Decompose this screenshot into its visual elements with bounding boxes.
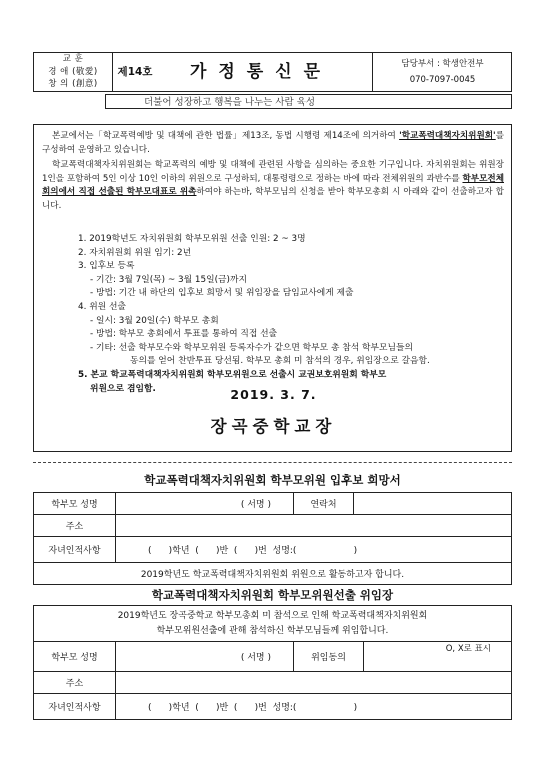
proxy-statement: 2019학년도 장곡중학교 학부모총회 미 참석으로 인해 학교폭력대책자치위원회 학부모위원선출에 관해 참석하신 학부모님들께 위임합니다. xyxy=(34,606,512,642)
election-details xyxy=(78,233,498,396)
proxy-form-title: 학교폭력대책자치위원회 학부모위원선출 위임장 xyxy=(151,588,394,602)
list-item: - 기타: 선출 학부모수와 학부모위원 등록자수가 같으면 학부모 총 참석 학부모님들의 xyxy=(90,342,414,353)
application-form-title: 학교폭력대책자치위원회 학부모위원 입후보 희망서 xyxy=(144,473,401,487)
signature-hint: ( 서명 ) xyxy=(240,500,271,510)
phone-label: 연락처 xyxy=(294,493,354,515)
list-item: 1. 2019학년도 자치위원회 학부모위원 선출 인원: 2 ~ 3명 xyxy=(78,234,306,244)
child-info-label: 자녀인적사항 xyxy=(34,537,116,563)
parent-name-label: 학부모 성명 xyxy=(34,493,116,515)
committee-paragraph: 학교폭력대책자치위원회는 학교폭력의 예방 및 대책에 관련된 사항을 심의하는 중요한 기구입니다. 자치위원회는 위원장 1인을 포함하여 5인 이상 10인 이하의 위원으로 구성하되, 대통령령으로 정하는 바에 따라 전체위원의 과반수를 학부모전체회의에서 직접 선출된 학부모대표로 위촉하여야 하는바, 학부모님의 신청을 받아 학부모총회 시 아래와 같이 선출하고자 합니다. xyxy=(42,160,504,211)
consent-field[interactable] xyxy=(364,642,512,672)
proxy-parent-name-label: 학부모 성명 xyxy=(34,642,116,672)
application-statement: 2019학년도 학교폭력대책자치위원회 위원으로 활동하고자 합니다. xyxy=(34,563,512,585)
department: 담당부서 : 학생안전부 xyxy=(401,59,484,69)
newsletter-header xyxy=(33,52,512,92)
school-motto xyxy=(34,53,113,91)
list-item: 2. 자치위원회 위원 임기: 2년 xyxy=(78,247,192,258)
ox-note: O, X로 표시 xyxy=(445,644,491,654)
consent-label: 위임동의 xyxy=(294,642,364,672)
intro-paragraph: 본교에서는「학교폭력예방 및 대책에 관한 법률」제13조, 동법 시행령 제14조에 의거하여 '학교폭력대책자치위원회'를 구성하여 운영하고 있습니다. xyxy=(42,131,504,155)
proxy-address-field[interactable] xyxy=(116,672,512,694)
proxy-child-info-field[interactable]: ( )학년 ( )반 ( )번 성명:( ) xyxy=(116,694,512,720)
list-item: 4. 위원 선출 xyxy=(78,301,126,312)
parent-name-field[interactable] xyxy=(116,493,294,515)
list-item: 위원으로 겸임함. xyxy=(90,383,156,394)
address-field[interactable] xyxy=(116,515,512,537)
list-item: 5. 본교 학교폭력대책자치위원회 학부모위원으로 선출시 교권보호위원회 학부모 xyxy=(78,369,387,380)
list-item: - 기간: 3월 7일(목) ~ 3월 15일(금)까지 xyxy=(90,274,247,285)
list-item: 동의를 얻어 찬반투표 당선됨. 학부모 총회 미 참석의 경우, 위임장으로 갈음함. xyxy=(130,356,430,367)
motto-line-1: 경 애 (敬愛) xyxy=(48,66,98,77)
contact-info xyxy=(372,53,512,91)
masthead-title: 가정통신문 xyxy=(189,62,333,82)
notice-date: 2019. 3. 7. xyxy=(230,387,317,402)
motto-title: 교 훈 xyxy=(62,54,84,64)
school-principal: 장곡중학교장 xyxy=(210,417,337,436)
proxy-address-label: 주소 xyxy=(34,672,116,694)
address-label: 주소 xyxy=(34,515,116,537)
list-item: - 일시: 3월 20일(수) 학부모 총회 xyxy=(90,315,219,326)
proxy-child-info-label: 자녀인적사항 xyxy=(34,694,116,720)
list-item: - 방법: 학부모 총회에서 투표를 통하여 직접 선출 xyxy=(90,329,278,340)
proxy-form xyxy=(33,605,512,720)
notice-body xyxy=(33,124,512,452)
issue-number: 제14호 xyxy=(117,66,153,78)
child-info-field[interactable]: ( )학년 ( )반 ( )번 성명:( ) xyxy=(116,537,512,563)
signature-hint: ( 서명 ) xyxy=(240,653,271,663)
cut-line xyxy=(33,462,512,463)
school-slogan: 더불어 성장하고 행복을 나누는 사람 육성 xyxy=(105,94,512,109)
list-item: - 방법: 기간 내 하단의 입후보 희망서 및 위임장을 담임교사에게 제출 xyxy=(90,288,354,299)
motto-line-2: 창 의 (創意) xyxy=(48,79,98,89)
phone-field[interactable] xyxy=(354,493,512,515)
proxy-parent-name-field[interactable] xyxy=(116,642,294,672)
list-item: 3. 입후보 등록 xyxy=(78,261,135,272)
application-form xyxy=(33,492,512,585)
phone-number: 070-7097-0045 xyxy=(409,75,476,85)
